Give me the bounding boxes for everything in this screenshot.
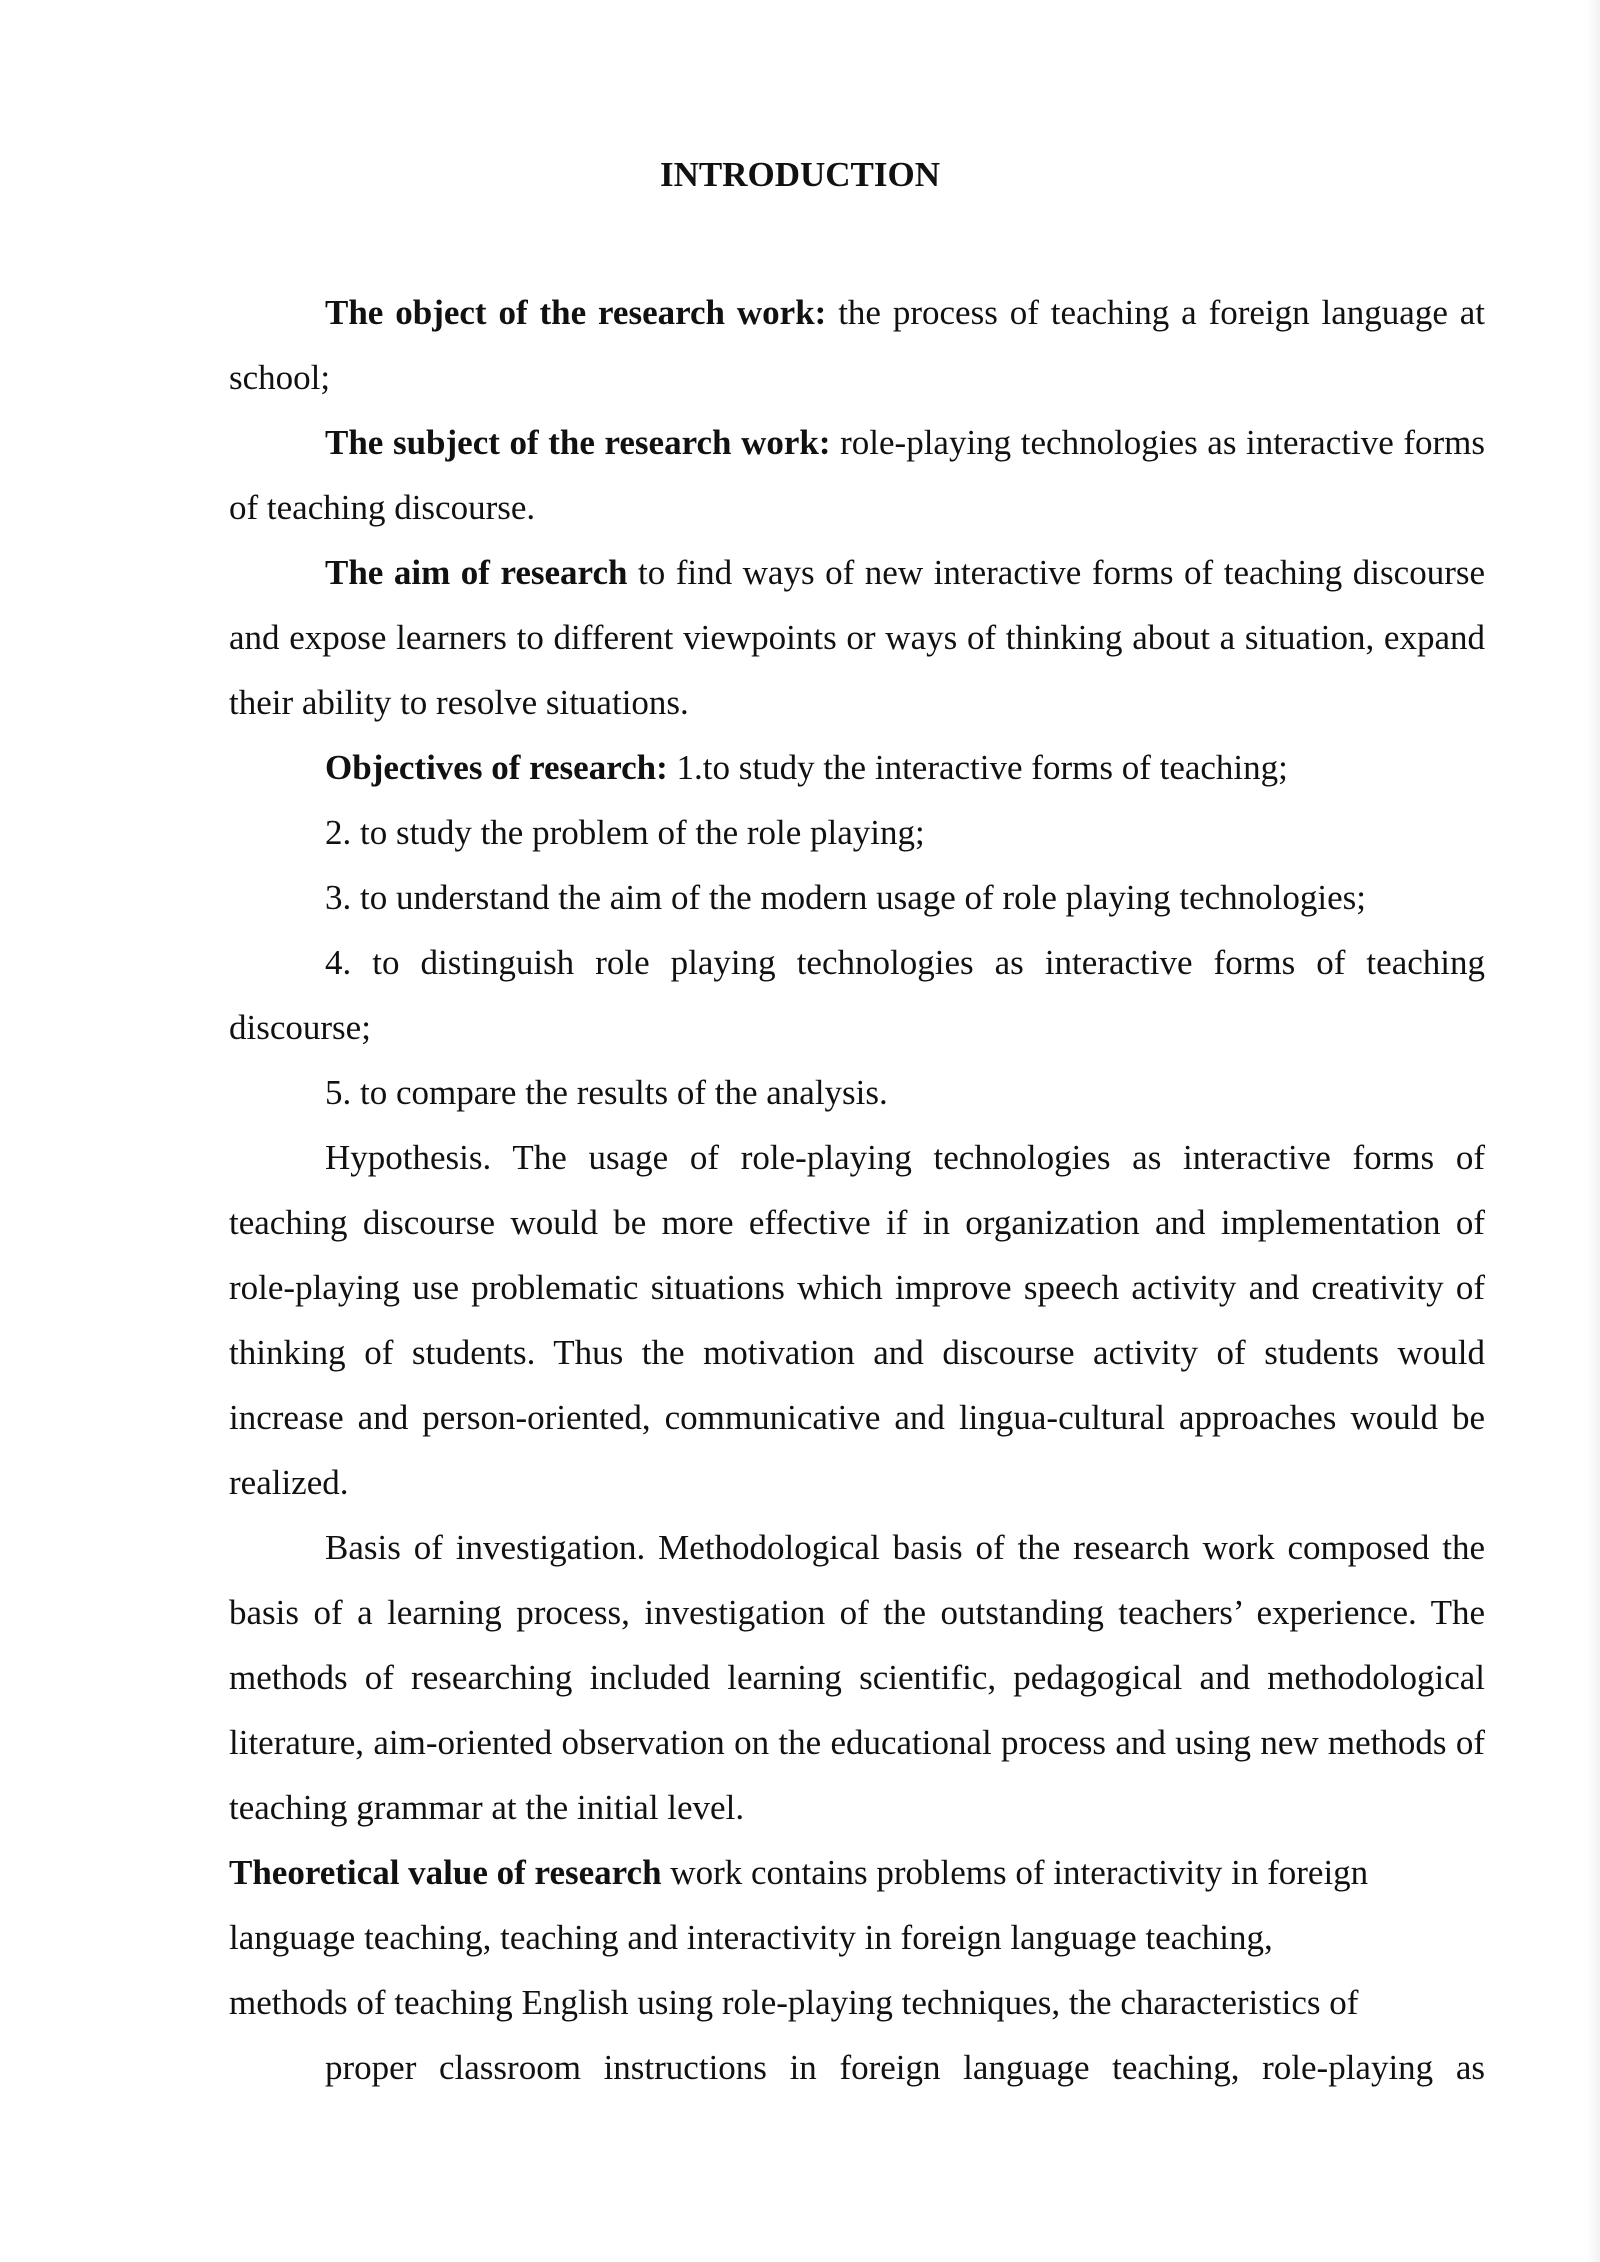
theoretical-line-4: proper classroom instructions in foreign language teaching, role-playing as (325, 2048, 1485, 2087)
document-body (229, 280, 1485, 2100)
paragraph-aim (229, 540, 1485, 735)
objectives-label: Objectives of research: (325, 748, 668, 787)
page-title: INTRODUCTION (659, 155, 941, 194)
paragraph-subject (229, 410, 1485, 540)
objectives-text: 1.to study the interactive forms of teaching; (667, 748, 1288, 787)
theoretical-line-2: language teaching, teaching and interactivity in foreign language teaching, (229, 1918, 1273, 1957)
aim-label: The aim of research (325, 553, 628, 592)
theoretical-label: Theoretical value of research (229, 1853, 662, 1892)
object-label: The object of the research work: (325, 293, 827, 332)
objective-item-3: 3. to understand the aim of the modern usage of role playing technologies; (325, 878, 1366, 917)
objective-item-5: 5. to compare the results of the analysis. (325, 1073, 888, 1112)
theoretical-line-4-para (229, 2035, 1485, 2100)
theoretical-line-3: methods of teaching English using role-playing techniques, the characteristics of (229, 1983, 1359, 2022)
paragraph-objectives (229, 735, 1485, 800)
theoretical-line-1: work contains problems of interactivity in foreign (661, 1853, 1369, 1892)
paragraph-object (229, 280, 1485, 410)
subject-label: The subject of the research work: (325, 423, 831, 462)
paragraph-basis: Basis of investigation. Methodological basis of the research work composed the basis of a learning process, investigation of the outstanding teachers’ experience. The methods of researching included learning scientific, pedagogical and methodological literature, aim-oriented observation on the educational process and using new methods of teaching grammar at the initial level. (229, 1528, 1485, 1827)
subject-text: role-playing technologies as interactive forms of teaching discourse. (229, 423, 1485, 527)
paragraph-theoretical (229, 1840, 1485, 2035)
objective-item-4: 4. to distinguish role playing technologies as interactive forms of teaching discourse; (229, 943, 1485, 1047)
page-edge-shadow (1586, 0, 1600, 2262)
object-text: the process of teaching a foreign language at school; (229, 293, 1485, 397)
objective-item-2: 2. to study the problem of the role playing; (325, 813, 925, 852)
paragraph-hypothesis: Hypothesis. The usage of role-playing technologies as interactive forms of teaching discourse would be more effective if in organization and implementation of role-playing use problematic situations which improve speech activity and creativity of thinking of students. Thus the motivation and discourse activity of students would increase and person-oriented, communicative and lingua-cultural approaches would be realized. (229, 1138, 1485, 1502)
aim-text: to find ways of new interactive forms of teaching discourse and expose learners to different viewpoints or ways of thinking about a situation, expand their ability to resolve situations. (229, 553, 1486, 722)
